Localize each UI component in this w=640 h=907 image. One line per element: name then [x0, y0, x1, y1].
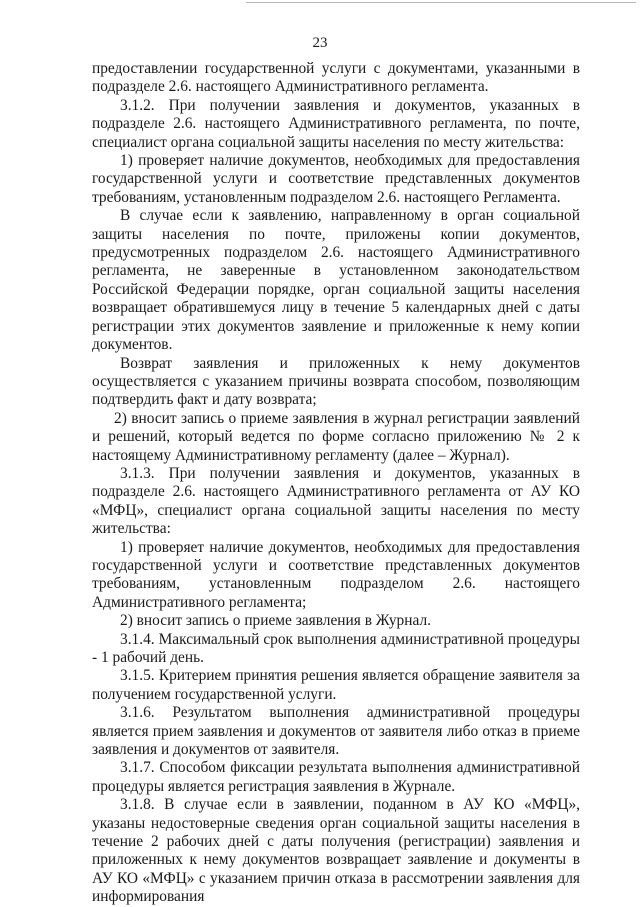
paragraph-3-1-2: 3.1.2. При получении заявления и документов, указанных в подразделе 2.6. настоящего Административного регламента, по почте, специалист органа социальной защиты населения по месту жительства: [92, 96, 580, 151]
paragraph-3-1-3: 3.1.3. При получении заявления и документов, указанных в подразделе 2.6. настоящего Административного регламента от АУ КО «МФЦ», специалист органа социальной защиты населения по месту жительства: [92, 464, 580, 538]
document-body [92, 60, 580, 907]
paragraph-3-1-2-item-1: 1) проверяет наличие документов, необходимых для предоставления государственной услуги и соответствие представленных документов требованиям, установленным подразделом 2.6. настоящего Регламента. [92, 152, 580, 206]
paragraph-3-1-3-item-2: 2) вносит запись о приеме заявления в Журнал. [120, 612, 431, 630]
paragraph-return-method: Возврат заявления и приложенных к нему документов осуществляется с указанием причины возврата способом, позволяющим подтвердить факт и дату возврата; [92, 354, 580, 409]
paragraph-3-1-2-item-2: 2) вносит запись о приеме заявления в журнал регистрации заявлений и решений, который ведется по форме согласно приложению № 2 к настоящему Административному регламенту (далее – Журнал). [92, 409, 580, 464]
paragraph-3-1-5: 3.1.5. Критерием принятия решения является обращение заявителя за получением государственной услуги. [92, 667, 580, 703]
page-number: 23 [312, 35, 328, 51]
paragraph-3-1-8: 3.1.8. В случае если в заявлении, поданном в АУ КО «МФЦ», указаны недостоверные сведения орган социальной защиты населения в течение 2 рабочих дней с даты получения (регистрации) заявления и приложенных к нему документов возвращает заявление и документы в АУ КО «МФЦ» с указанием причин отказа в рассмотрении заявления для информирования [92, 796, 580, 906]
paragraph-3-1-6: 3.1.6. Результатом выполнения административной процедуры является прием заявления и документов от заявителя либо отказ в приеме заявления и документов от заявителя. [92, 704, 580, 759]
paragraph-3-1-4: 3.1.4. Максимальный срок выполнения административной процедуры - 1 рабочий день. [92, 630, 580, 666]
paragraph-3-1-3-item-1: 1) проверяет наличие документов, необходимых для предоставления государственной услуги и соответствие представленных документов требованиям, установленным подразделом 2.6. настоящего Административного регламента; [92, 538, 580, 611]
paragraph-return-case: В случае если к заявлению, направленному в орган социальной защиты населения по почте, приложены копии документов, предусмотренных подразделом 2.6. настоящего Административного регламента, не заверенные в установленном законодательством Российской Федерации порядке, орган социальной защиты населения возвращает обратившемуся лицу в течение 5 календарных дней с даты регистрации этих документов заявление и приложенные к нему копии документов. [92, 207, 580, 354]
scan-top-edge-line [246, 2, 636, 3]
paragraph-3-1-7: 3.1.7. Способом фиксации результата выполнения административной процедуры является регистрация заявления в Журнале. [92, 759, 580, 795]
paragraph-continuation: предоставлении государственной услуги с документами, указанными в подразделе 2.6. настоящего Административного регламента. [92, 60, 580, 96]
